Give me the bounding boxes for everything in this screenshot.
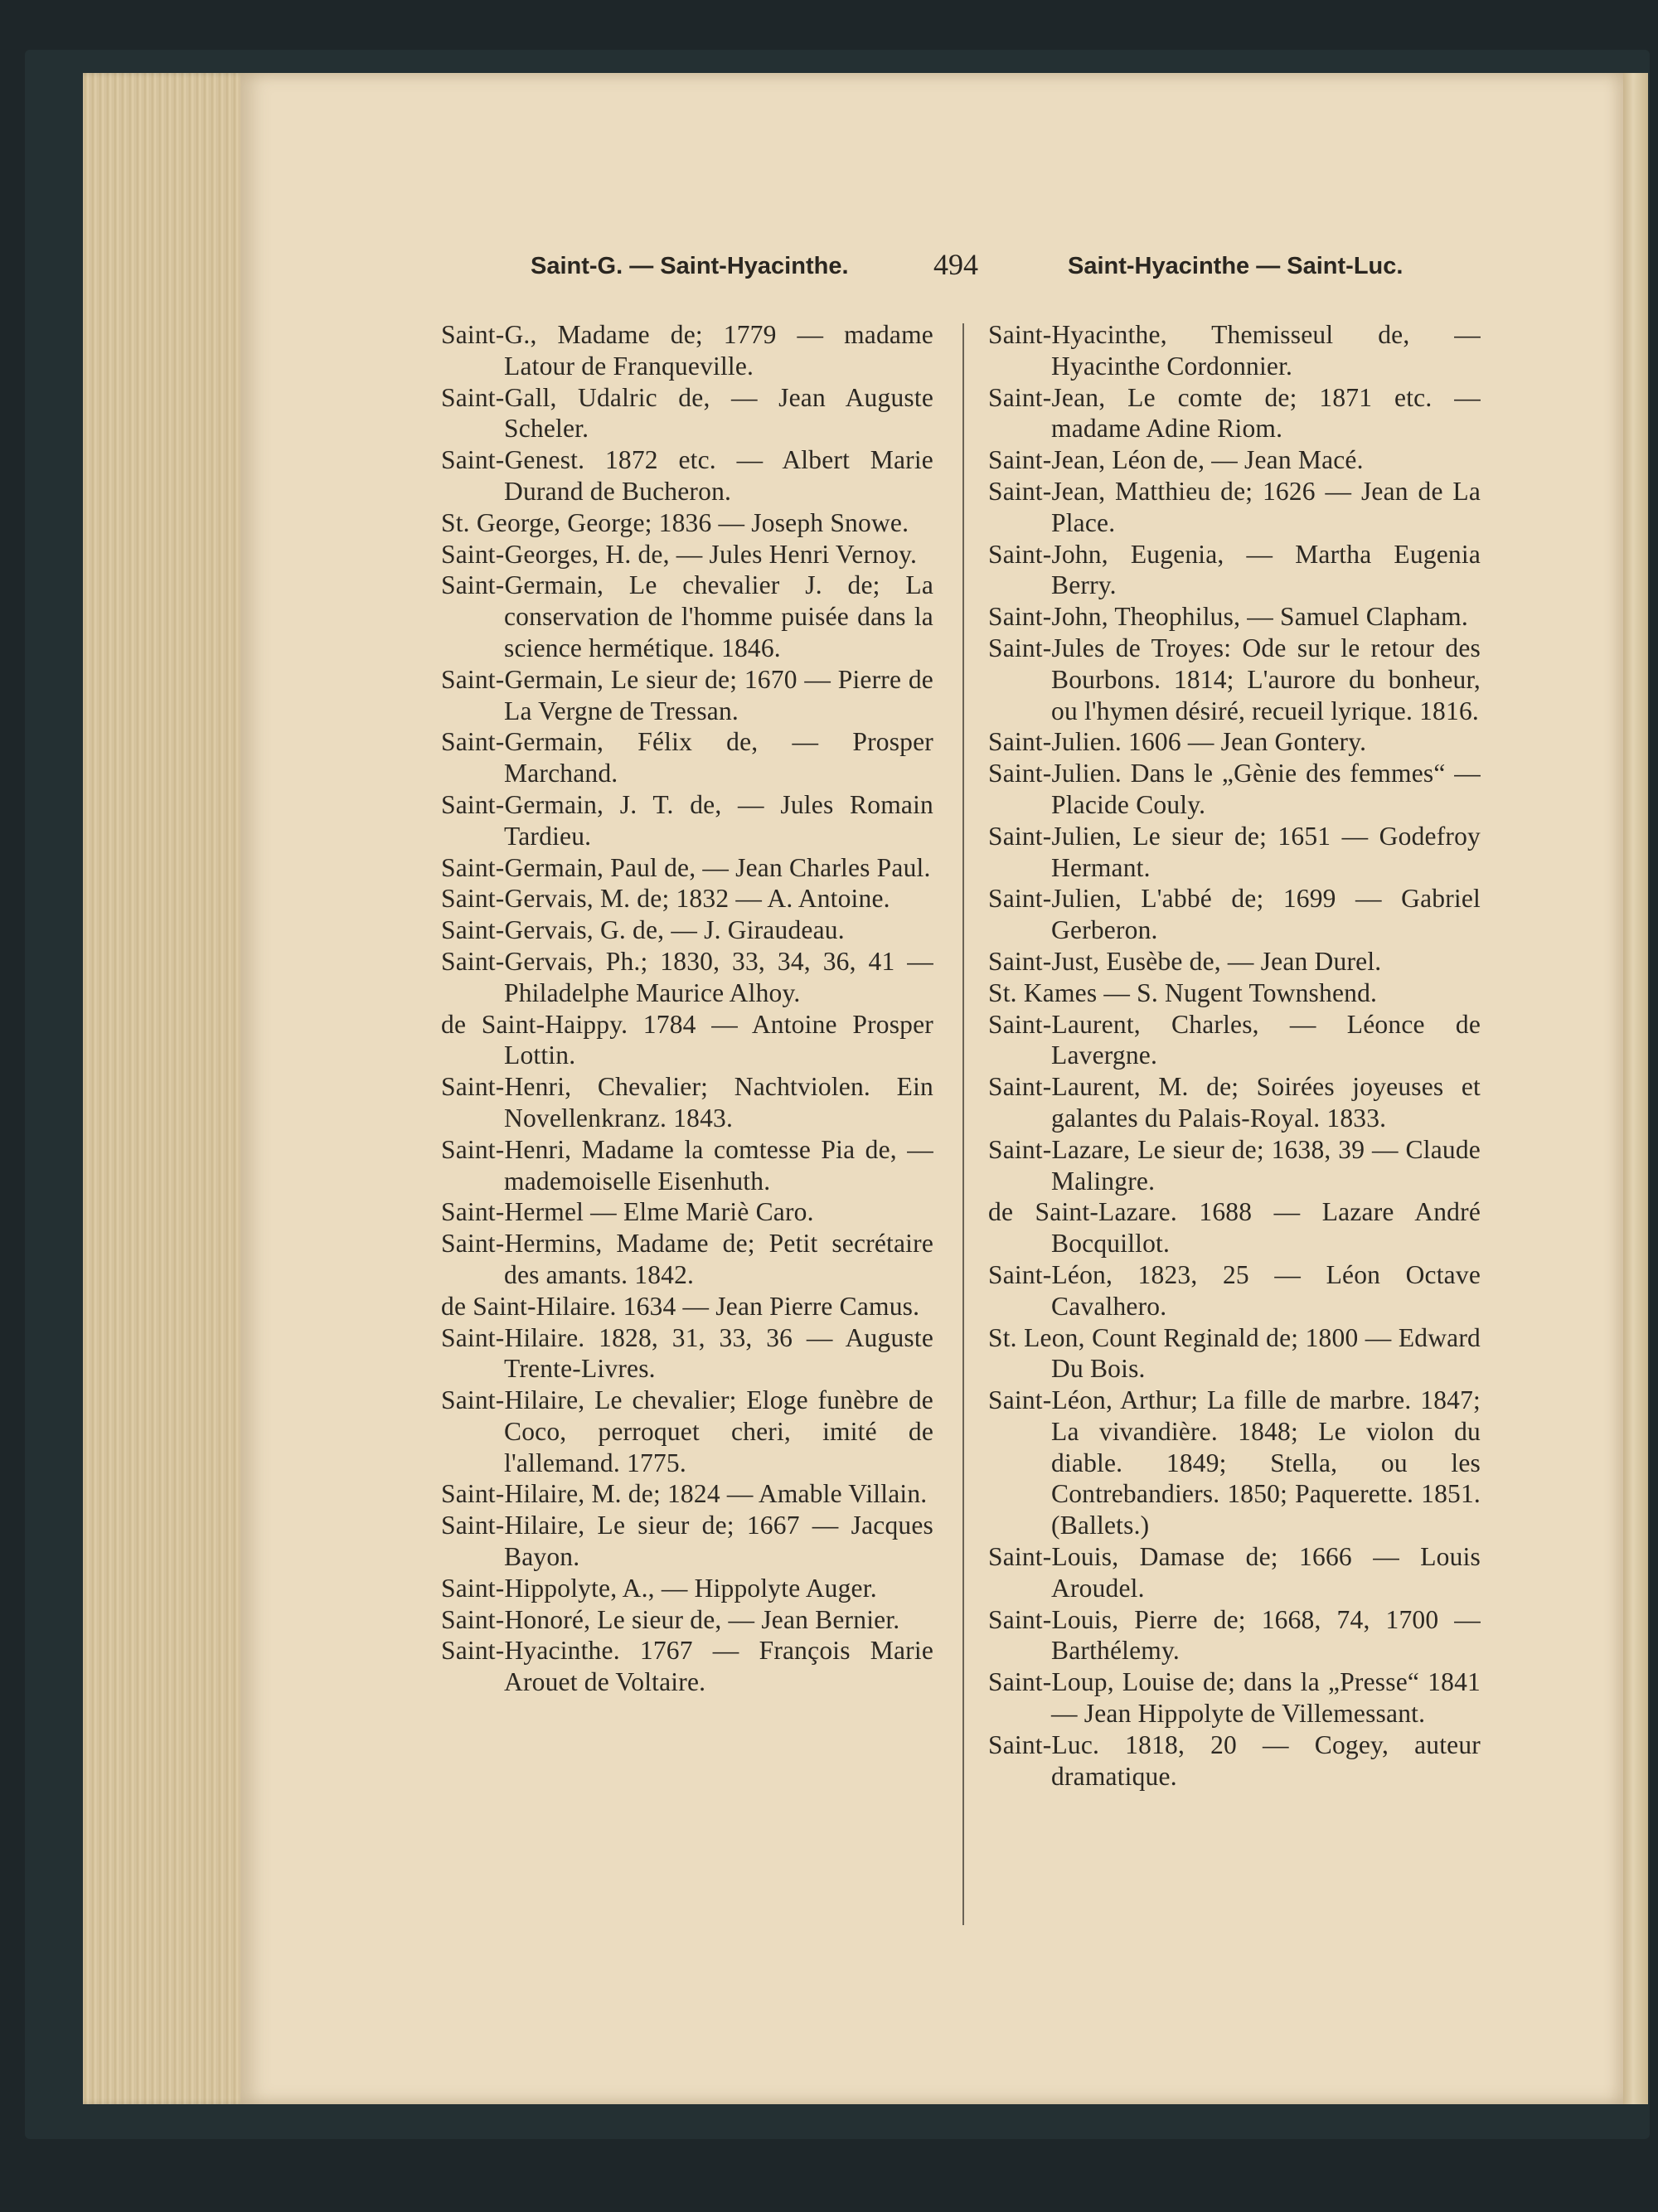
- entry: Saint-Léon, 1823, 25 — Léon Octave Cavalhero.: [988, 1259, 1481, 1321]
- entry: Saint-Just, Eusèbe de, — Jean Durel.: [988, 946, 1382, 976]
- entry: Saint-Germain, Le sieur de; 1670 — Pierre de La Vergne de Tressan.: [441, 664, 933, 725]
- running-header-left: Saint-G. — Saint-Hyacinthe.: [531, 253, 849, 279]
- entry: de Saint-Hilaire. 1634 — Jean Pierre Camus.: [441, 1291, 920, 1321]
- entry: Saint-Luc. 1818, 20 — Cogey, auteur dramatique.: [988, 1729, 1481, 1791]
- entry: Saint-Germain, Paul de, — Jean Charles Paul.: [441, 852, 931, 882]
- entry: Saint-Jean, Léon de, — Jean Macé.: [988, 445, 1364, 475]
- entry: Saint-Julien, L'abbé de; 1699 — Gabriel Gerberon.: [988, 884, 1481, 945]
- entry: Saint-Julien. Dans le „Gènie des femmes“ — Placide Couly.: [988, 759, 1481, 819]
- entry: Saint-Germain, Le chevalier J. de; La conservation de l'homme puisée dans la science hermétique. 1846.: [441, 570, 933, 662]
- entry: Saint-Louis, Pierre de; 1668, 74, 1700 — Barthélemy.: [988, 1604, 1481, 1666]
- entry: Saint-Hyacinthe. 1767 — François Marie Arouet de Voltaire.: [441, 1636, 933, 1697]
- entry: Saint-John, Eugenia, — Martha Eugenia Berry.: [988, 539, 1481, 600]
- entry: Saint-G., Madame de; 1779 — madame Latour de Franqueville.: [441, 320, 933, 381]
- entry: St. Leon, Count Reginald de; 1800 — Edward Du Bois.: [988, 1322, 1481, 1384]
- entry: Saint-Henri, Chevalier; Nachtviolen. Ein Novellenkranz. 1843.: [441, 1072, 933, 1133]
- entry: Saint-John, Theophilus, — Samuel Clapham.: [988, 602, 1468, 632]
- right-column: [988, 319, 1481, 1792]
- page-edges: [83, 73, 249, 2104]
- entry: Saint-Julien, Le sieur de; 1651 — Godefroy Hermant.: [988, 821, 1481, 882]
- entry: Saint-Hippolyte, A., — Hippolyte Auger.: [441, 1573, 877, 1603]
- entry: Saint-Jean, Le comte de; 1871 etc. — madame Adine Riom.: [988, 382, 1481, 444]
- entry: Saint-Lazare, Le sieur de; 1638, 39 — Claude Malingre.: [988, 1134, 1481, 1196]
- entry: Saint-Julien. 1606 — Jean Gontery.: [988, 727, 1367, 757]
- entry: Saint-Hermel — Elme Mariè Caro.: [441, 1197, 814, 1227]
- entry: Saint-Loup, Louise de; dans la „Presse“ 1841 — Jean Hippolyte de Villemessant.: [988, 1667, 1481, 1729]
- entry: Saint-Hilaire, M. de; 1824 — Amable Villain.: [441, 1479, 928, 1509]
- entry: de Saint-Haippy. 1784 — Antoine Prosper Lottin.: [441, 1009, 933, 1070]
- entry: St. Kames — S. Nugent Townshend.: [988, 977, 1378, 1007]
- entry: Saint-Gall, Udalric de, — Jean Auguste Scheler.: [441, 382, 933, 444]
- entry: Saint-Genest. 1872 etc. — Albert Marie Durand de Bucheron.: [441, 445, 933, 506]
- entry: Saint-Léon, Arthur; La fille de marbre. 1847; La vivandière. 1848; Le violon du diable. 1849; Stella, ou les Contrebandiers. 1850; Paquerette. 1851. (Ballets.): [988, 1385, 1481, 1540]
- entry: Saint-Jules de Troyes: Ode sur le retour des Bourbons. 1814; L'aurore du bonheur, ou l'hymen désiré, recueil lyrique. 1816.: [988, 633, 1481, 725]
- entry: Saint-Louis, Damase de; 1666 — Louis Aroudel.: [988, 1542, 1481, 1603]
- entry: Saint-Germain, Félix de, — Prosper Marchand.: [441, 727, 933, 788]
- entry: St. George, George; 1836 — Joseph Snowe.: [441, 507, 909, 537]
- entry: Saint-Laurent, M. de; Soirées joyeuses et galantes du Palais-Royal. 1833.: [988, 1072, 1481, 1133]
- entry: Saint-Gervais, Ph.; 1830, 33, 34, 36, 41 — Philadelphe Maurice Alhoy.: [441, 946, 933, 1007]
- entry: Saint-Georges, H. de, — Jules Henri Vernoy.: [441, 539, 918, 569]
- left-column: [441, 319, 933, 1698]
- column-divider: [962, 323, 964, 1925]
- entry: Saint-Henri, Madame la comtesse Pia de, — mademoiselle Eisenhuth.: [441, 1134, 933, 1196]
- entry: Saint-Germain, J. T. de, — Jules Romain Tardieu.: [441, 789, 933, 851]
- entry: Saint-Gervais, G. de, — J. Giraudeau.: [441, 915, 845, 945]
- entry: de Saint-Lazare. 1688 — Lazare André Bocquillot.: [988, 1197, 1481, 1259]
- entry: Saint-Hilaire. 1828, 31, 33, 36 — Auguste Trente-Livres.: [441, 1322, 933, 1384]
- entry: Saint-Laurent, Charles, — Léonce de Lavergne.: [988, 1009, 1481, 1070]
- page-number: 494: [933, 248, 978, 281]
- running-header-right: Saint-Hyacinthe — Saint-Luc.: [1068, 253, 1403, 279]
- entry: Saint-Hilaire, Le sieur de; 1667 — Jacques Bayon.: [441, 1511, 933, 1572]
- entry: Saint-Hyacinthe, Themisseul de, — Hyacinthe Cordonnier.: [988, 320, 1481, 381]
- entry: Saint-Hilaire, Le chevalier; Eloge funèbre de Coco, perroquet cheri, imité de l'allemand. 1775.: [441, 1385, 933, 1477]
- entry: Saint-Hermins, Madame de; Petit secrétaire des amants. 1842.: [441, 1229, 933, 1289]
- entry: Saint-Honoré, Le sieur de, — Jean Bernier.: [441, 1604, 900, 1634]
- entry: Saint-Jean, Matthieu de; 1626 — Jean de La Place.: [988, 476, 1481, 537]
- entry: Saint-Gervais, M. de; 1832 — A. Antoine.: [441, 884, 890, 914]
- page-right-edge: [1623, 73, 1648, 2104]
